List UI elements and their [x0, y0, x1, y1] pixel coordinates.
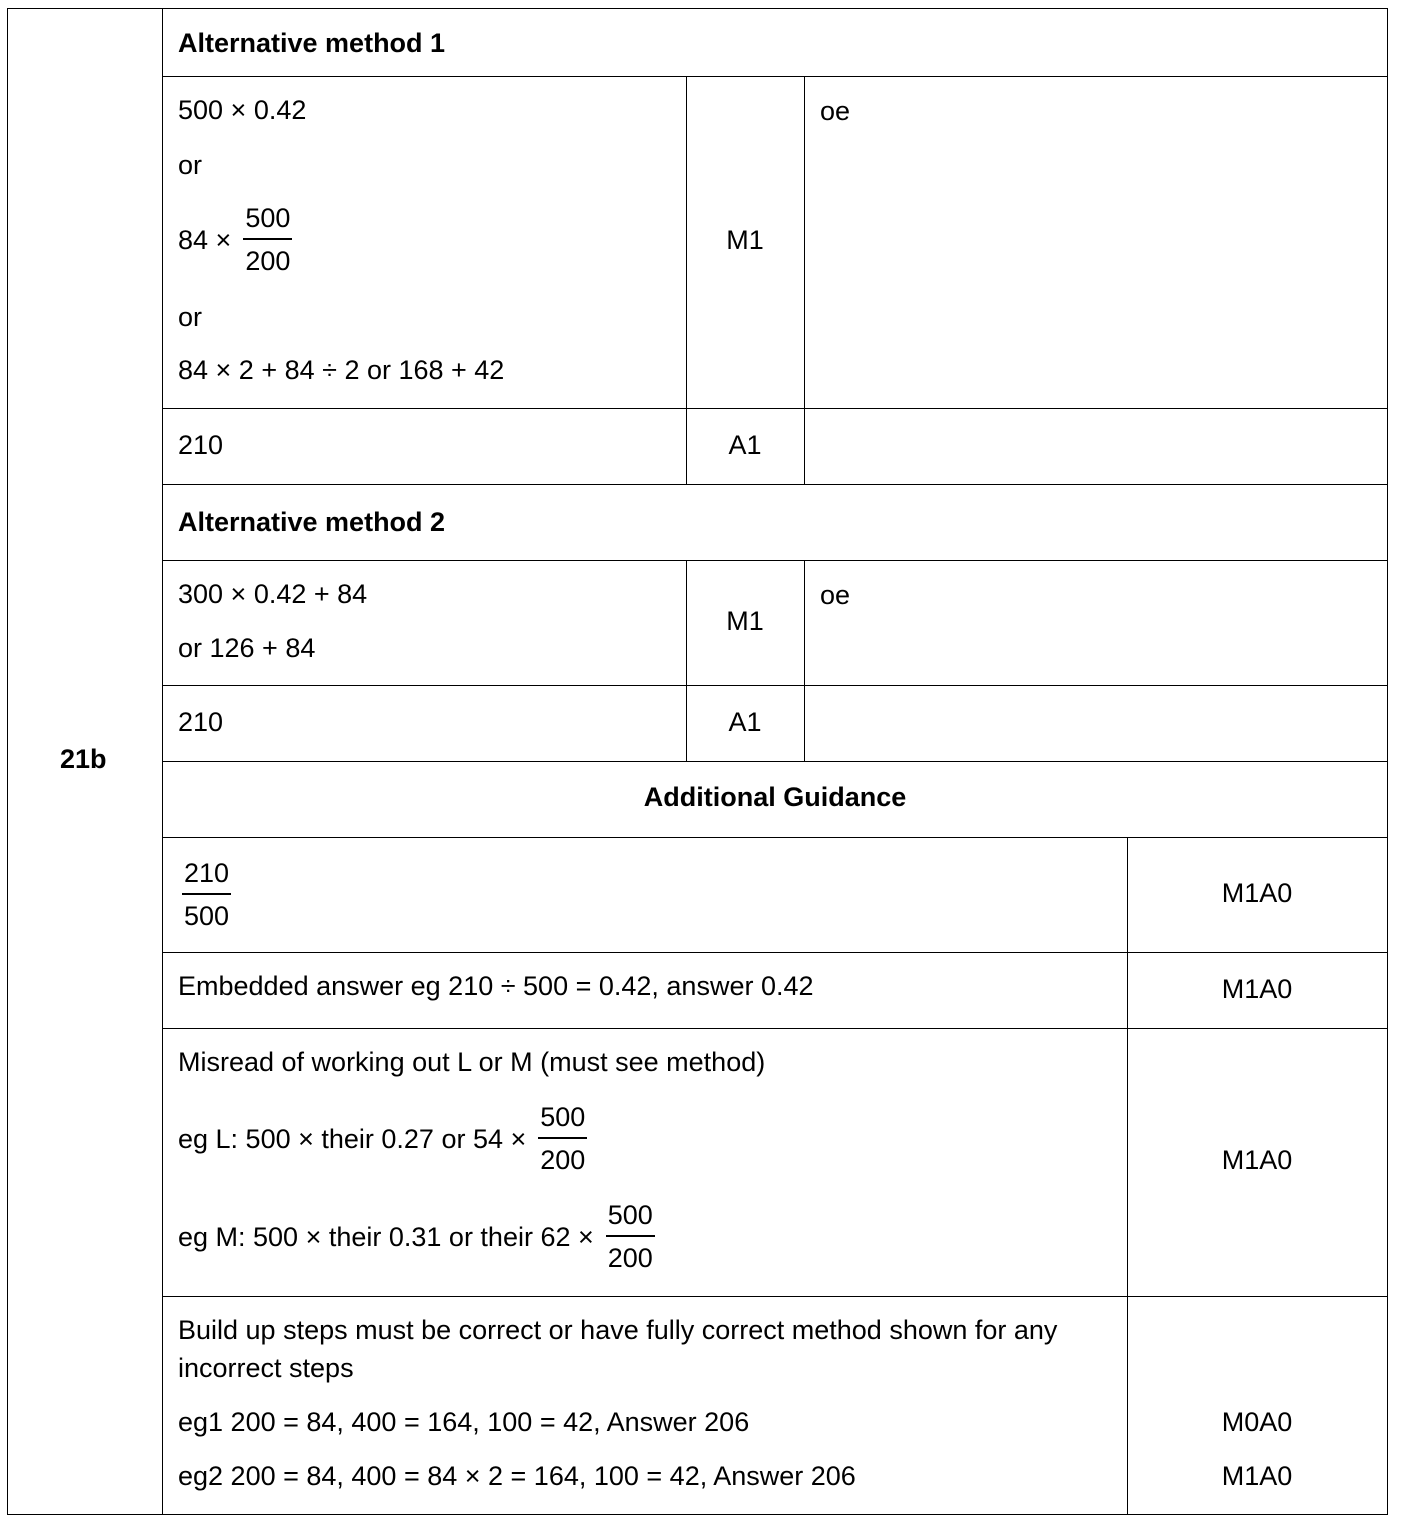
alt1-answer: 210 — [178, 430, 224, 460]
row-line — [162, 1296, 1388, 1297]
alt1-step1-comment: oe — [820, 96, 851, 126]
guidance-g1-fraction — [182, 860, 231, 930]
alt1-step2-mark: A1 — [728, 430, 762, 460]
guidance-g3-egM-numerator: 500 — [606, 1202, 655, 1237]
divider-comment-col — [804, 76, 805, 484]
guidance-g1-fraction-line — [182, 858, 231, 932]
row-line — [162, 76, 1388, 77]
divider-comment-col — [804, 560, 805, 761]
alt2-step2-mark: A1 — [728, 707, 762, 737]
guidance-g3-mark: M1A0 — [1221, 1145, 1293, 1175]
guidance-g4-eg2-mark: M1A0 — [1221, 1461, 1293, 1491]
guidance-g2-text: Embedded answer eg 210 ÷ 500 = 0.42, answer 0.42 — [178, 971, 814, 1001]
guidance-g3-line1: Misread of working out L or M (must see method) — [178, 1047, 766, 1077]
alt1-or1: or — [178, 150, 203, 180]
border-bottom — [7, 1514, 1388, 1515]
divider-mark-col — [686, 76, 687, 484]
guidance-g4-line1: Build up steps must be correct or have fully correct method shown for any — [178, 1315, 1058, 1345]
alt1-frac-denominator: 200 — [245, 246, 291, 276]
guidance-g3-egM-prefix: eg M: 500 × their 0.31 or their 62 × — [178, 1221, 594, 1252]
guidance-g3-egM-fraction — [606, 1202, 655, 1272]
row-line — [162, 484, 1388, 485]
row-line — [162, 685, 1388, 686]
alt1-frac-prefix: 84 × — [178, 224, 232, 255]
alt1-heading: Alternative method 1 — [178, 28, 446, 58]
alt1-or2: or — [178, 302, 203, 332]
row-line — [162, 408, 1388, 409]
guidance-g4-line2: incorrect steps — [178, 1353, 354, 1383]
guidance-g2-mark: M1A0 — [1221, 974, 1293, 1004]
guidance-g3-egL-prefix: eg L: 500 × their 0.27 or 54 × — [178, 1123, 527, 1154]
guidance-g4-eg2: eg2 200 = 84, 400 = 84 × 2 = 164, 100 = 42, Answer 206 — [178, 1461, 856, 1491]
question-number: 21b — [60, 744, 107, 774]
alt1-step1-mark: M1 — [726, 225, 764, 255]
guidance-g1-denominator: 500 — [184, 901, 230, 931]
border-left — [7, 8, 8, 1515]
guidance-g4-eg1-mark: M0A0 — [1221, 1407, 1293, 1437]
alt2-answer: 210 — [178, 707, 224, 737]
guidance-g3-egM-denominator: 200 — [607, 1243, 653, 1273]
alt2-heading: Alternative method 2 — [178, 507, 446, 537]
guidance-g3-egL — [178, 1102, 587, 1176]
alt1-line1: 500 × 0.42 — [178, 95, 307, 125]
alt1-fraction — [243, 205, 292, 275]
guidance-heading: Additional Guidance — [643, 782, 907, 812]
guidance-g1-numerator: 210 — [182, 860, 231, 895]
alt2-step1-comment: oe — [820, 580, 851, 610]
guidance-g3-egL-numerator: 500 — [538, 1104, 587, 1139]
row-line — [162, 560, 1388, 561]
guidance-g4-eg1: eg1 200 = 84, 400 = 164, 100 = 42, Answer 206 — [178, 1407, 750, 1437]
row-line — [162, 837, 1388, 838]
alt1-fraction-line — [178, 203, 292, 277]
alt2-line1: 300 × 0.42 + 84 — [178, 579, 368, 609]
alt1-line3: 84 × 2 + 84 ÷ 2 or 168 + 42 — [178, 355, 505, 385]
alt2-line2: or 126 + 84 — [178, 633, 316, 663]
row-line — [162, 952, 1388, 953]
guidance-g3-egL-fraction — [538, 1104, 587, 1174]
row-line — [162, 1028, 1388, 1029]
alt2-step1-mark: M1 — [726, 606, 764, 636]
row-line — [162, 761, 1388, 762]
border-top — [7, 8, 1388, 9]
guidance-g1-mark: M1A0 — [1221, 878, 1293, 908]
guidance-g3-egL-denominator: 200 — [540, 1145, 586, 1175]
guidance-g3-egM — [178, 1200, 655, 1274]
alt1-frac-numerator: 500 — [243, 205, 292, 240]
